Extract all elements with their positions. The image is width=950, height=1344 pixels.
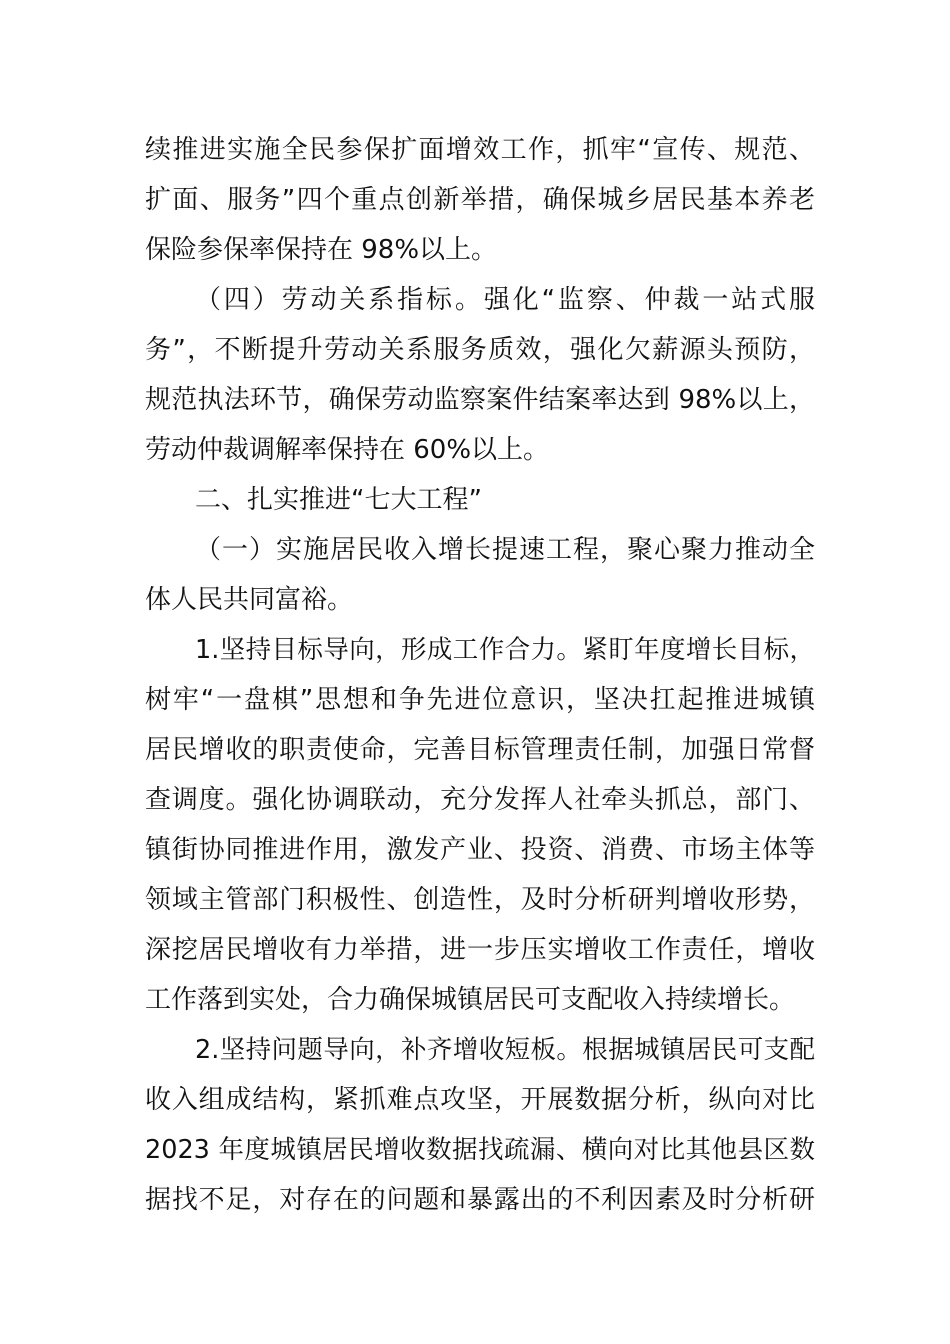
text-line: 查调度。强化协调联动，充分发挥人社牵头抓总，部门、	[145, 785, 815, 815]
text-line: 规范执法环节，确保劳动监察案件结案率达到 98%以上，	[145, 385, 815, 415]
text-line: 续推进实施全民参保扩面增效工作，抓牢“宣传、规范、	[145, 135, 815, 165]
text-line: （四）劳动关系指标。强化“监察、仲裁一站式服	[195, 285, 815, 315]
text-line: （一）实施居民收入增长提速工程，聚心聚力推动全	[195, 535, 815, 565]
text-line: 工作落到实处，合力确保城镇居民可支配收入持续增长。	[145, 985, 796, 1015]
text-line: 收入组成结构，紧抓难点攻坚，开展数据分析，纵向对比	[145, 1085, 815, 1115]
text-line: 保险参保率保持在 98%以上。	[145, 235, 498, 265]
text-line: 树牢“一盘棋”思想和争先进位意识，坚决扛起推进城镇	[145, 685, 815, 715]
text-line: 据找不足，对存在的问题和暴露出的不利因素及时分析研	[145, 1185, 815, 1215]
text-line: 1.坚持目标导向，形成工作合力。紧盯年度增长目标，	[195, 635, 815, 665]
text-line: 劳动仲裁调解率保持在 60%以上。	[145, 435, 550, 465]
text-line: 2.坚持问题导向，补齐增收短板。根据城镇居民可支配	[195, 1035, 815, 1065]
text-line: 2023 年度城镇居民增收数据找疏漏、横向对比其他县区数	[145, 1135, 815, 1165]
text-line: 居民增收的职责使命，完善目标管理责任制，加强日常督	[145, 735, 815, 765]
text-line: 深挖居民增收有力举措，进一步压实增收工作责任，增收	[145, 935, 815, 965]
text-line: 镇街协同推进作用，激发产业、投资、消费、市场主体等	[145, 835, 815, 865]
text-line: 领域主管部门积极性、创造性，及时分析研判增收形势，	[145, 885, 815, 915]
text-line: 务”，不断提升劳动关系服务质效，强化欠薪源头预防，	[145, 335, 815, 365]
text-line: 体人民共同富裕。	[145, 585, 354, 615]
section-heading: 二、扎实推进“七大工程”	[195, 485, 482, 515]
text-line: 扩面、服务”四个重点创新举措，确保城乡居民基本养老	[145, 185, 815, 215]
